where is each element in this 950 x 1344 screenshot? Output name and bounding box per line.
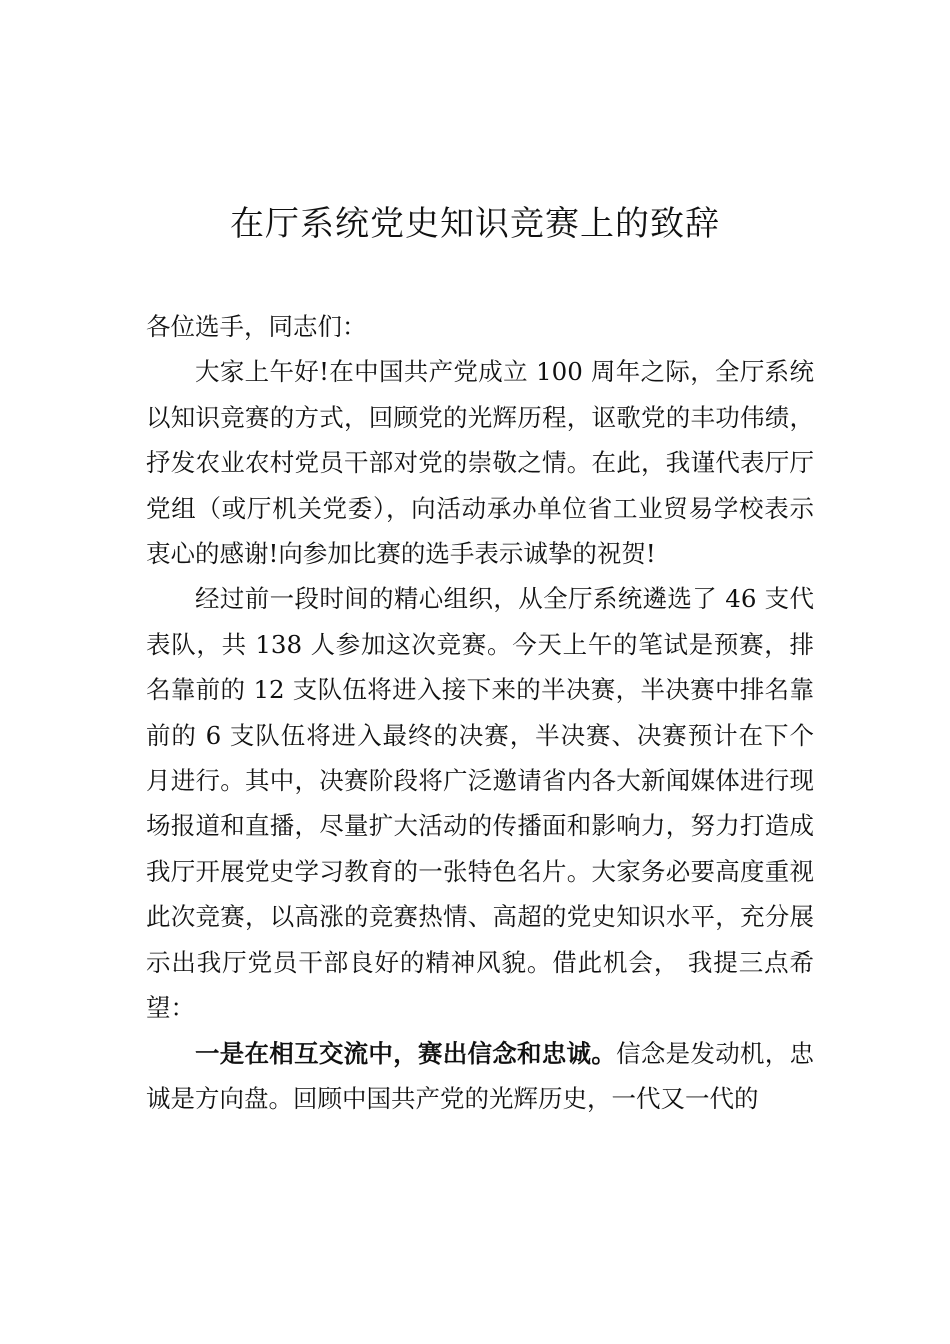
paragraph-competition-overview (146, 576, 814, 1030)
document-title: 在厅系统党史知识竞赛上的致辞 (230, 204, 720, 244)
paragraph-first-hope-heading: 一是在相互交流中，赛出信念和忠诚。 (195, 1038, 617, 1068)
salutation: 各位选手，同志们： (146, 312, 367, 341)
paragraph-greeting (146, 349, 814, 576)
paragraph-competition-overview-text: 经过前一段时间的精心组织，从全厅系统遴选了 46 支代表队，共 138 人参加这次竞赛。今天上午的笔试是预赛，排名靠前的 12 支队伍将进入接下来的半决赛，半决赛中排名靠前的 6 支队伍将进入最终的决赛，半决赛、决赛预计在下个月进行。其中，决赛阶段将广泛邀请省内各大新闻媒体进行现场报道和直播，尽量扩大活动的传播面和影响力，努力打造成我厅开展党史学习教育的一张特色名片。大家务必要高度重视此次竞赛，以高涨的竞赛热情、高超的党史知识水平，充分展示出我厅党员干部良好的精神风貌。借此机会， 我提三点希望： (146, 584, 814, 1023)
document-body (146, 304, 814, 1121)
paragraph-first-hope-text: 信念是发动机，忠诚是方向盘。回顾中国共产党的光辉历史，一代又一代的 (146, 1038, 815, 1113)
paragraph-first-hope (146, 1031, 814, 1122)
paragraph-greeting-text: 大家上午好!在中国共产党成立 100 周年之际，全厅系统以知识竞赛的方式，回顾党的光辉历程，讴歌党的丰功伟绩，抒发农业农村党员干部对党的崇敬之情。在此，我谨代表厅厅党组（或厅机关党委），向活动承办单位省工业贸易学校表示衷心的感谢!向参加比赛的选手表示诚挚的祝贺! (146, 357, 814, 569)
